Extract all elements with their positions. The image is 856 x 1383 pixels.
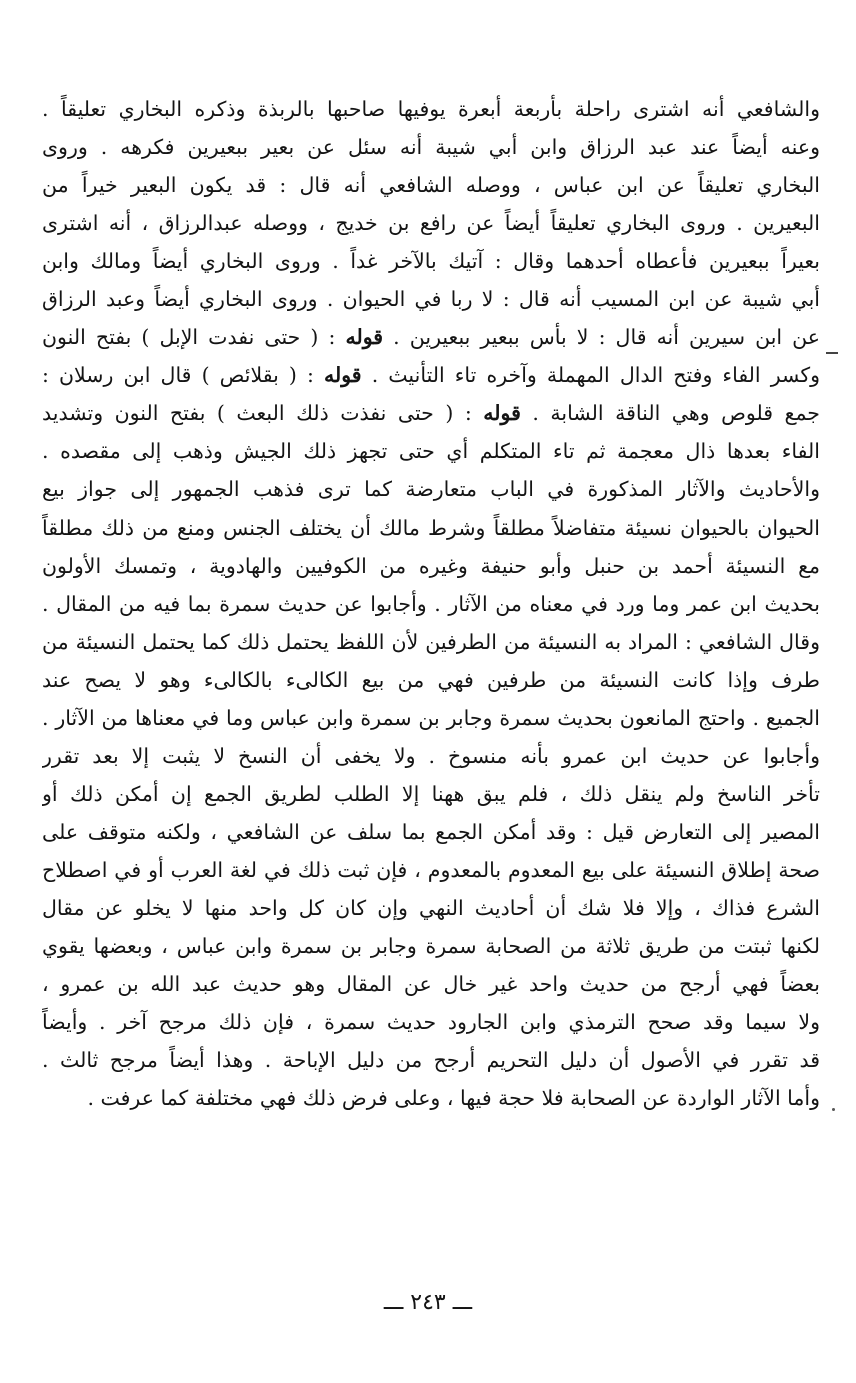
text-line: بحديث ابن عمر وما ورد في معناه من الآثار . وأجابوا عن حديث سمرة بما فيه من المقال . [42,591,820,616]
text-line: البعيرين . وروى البخاري تعليقاً أيضاً عن رافع بن خديج ، ووصله عبدالرزاق ، أنه اشترى [42,211,820,236]
text-line: وأما الآثار الواردة عن الصحابة فلا حجة فيها ، وعلى فرض ذلك فهي مختلفة كما عرفت . [87,1086,820,1111]
keyword-qawluhu: قوله [483,401,521,426]
text-line: بعضاً فهي أرجح من حديث واحد غير خال عن المقال وهو حديث عبد الله بن عمرو ، [42,972,820,997]
text-line: وأجابوا عن حديث ابن عمرو بأنه منسوخ . ولا يخفى أن النسخ لا يثبت إلا بعد تقرر [42,743,820,768]
text-line: الحيوان بالحيوان نسيئة متفاضلاً مطلقاً وشرط مالك أن يختلف الجنس ومنع من ذلك مطلقاً [42,515,820,540]
text-line: طرف وإذا كانت النسيئة من طرفين فهي من بيع الكالىء بالكالىء وهو لا يصح عند [42,667,820,692]
text-line: وعنه أيضاً عند عبد الرزاق وابن أبي شيبة أنه سئل عن بعير ببعيرين فكرهه . وروى [42,135,820,160]
text-line: أبي شيبة عن ابن المسيب أنه قال : لا ربا في الحيوان . وروى البخاري أيضاً وعبد الرزاق [42,287,820,312]
text-line: البخاري تعليقاً عن ابن عباس ، ووصله الشافعي أنه قال : قد يكون البعير خيراً من [42,173,820,198]
commentary-text [42,90,820,1117]
text-line: والشافعي أنه اشترى راحلة بأربعة أبعرة يوفيها صاحبها بالربذة وذكره البخاري تعليقاً . [42,97,820,121]
text-line: جمع قلوص وهي الناقة الشابة . قوله : ( حتى نفذت ذلك البعث ) بفتح النون وتشديد [42,401,820,426]
text-line: وقال الشافعي : المراد به النسيئة من الطرفين لأن اللفظ يحتمل ذلك كما يحتمل النسيئة من [42,629,820,654]
text-line: مع النسيئة أحمد بن حنبل وأبو حنيفة وغيره من الكوفيين والهادوية ، وتمسك الأولون [42,553,820,578]
margin-dash [826,352,838,354]
text-line: قد تقرر في الأصول أن دليل التحريم أرجح من دليل الإباحة . وهذا أيضاً مرجح ثالث . [42,1048,820,1073]
text-line: والأحاديث والآثار المذكورة في الباب متعارضة كما ترى فذهب الجمهور إلى جواز بيع [42,477,820,502]
text-line: لكنها ثبتت من طريق ثلاثة من الصحابة سمرة وجابر بن سمرة وابن عباس ، وبعضها يقوي [42,934,820,959]
text-line: تأخر الناسخ ولم ينقل ذلك ، فلم يبق ههنا إلا الطلب لطريق الجمع إن أمكن ذلك أو [42,781,820,806]
page-number: ـــ ٢٤٣ ـــ [383,1290,473,1315]
text-line: صحة إطلاق النسيئة على بيع المعدوم بالمعدوم ، فإن ثبت ذلك في لغة العرب أو في اصطلاح [42,857,820,882]
text-line: الجميع . واحتج المانعون بحديث سمرة وجابر بن سمرة وابن عباس وما في معناها من الآثار . [42,705,820,730]
text-line: بعيراً ببعيرين فأعطاه أحدهما وقال : آتيك بالآخر غداً . وروى البخاري أيضاً ومالك وابن [42,249,820,274]
text-line: عن ابن سيرين أنه قال : لا بأس ببعير ببعيرين . قوله : ( حتى نفدت الإبل ) بفتح النون [42,325,820,350]
keyword-qawluhu: قوله [323,363,362,388]
text-line: الشرع فذاك ، وإلا فلا شك أن أحاديث النهي وإن كان كل واحد منها لا يخلو عن مقال [42,895,820,920]
keyword-qawluhu: قوله [345,325,384,350]
text-line: الفاء بعدها ذال معجمة ثم تاء المتكلم أي حتى تجهز ذلك الجيش وذهب إلى مقصده . [42,439,820,464]
margin-dot [832,1108,835,1111]
text-line: وكسر الفاء وفتح الدال المهملة وآخره تاء التأنيث . قوله : ( بقلائص ) قال ابن رسلان : [42,363,820,388]
text-line: المصير إلى التعارض قيل : وقد أمكن الجمع بما سلف عن الشافعي ، ولكنه متوقف على [42,819,820,844]
text-line: ولا سيما وقد صحح الترمذي وابن الجارود حديث سمرة ، فإن ذلك مرجح آخر . وأيضاً [42,1010,820,1035]
